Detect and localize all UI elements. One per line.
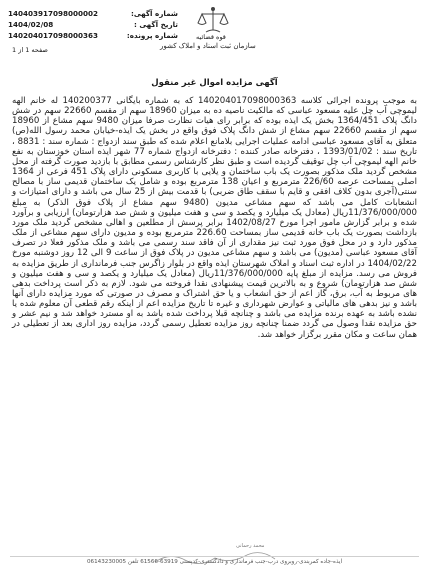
meta-label: تاریخ آگهی : — [134, 20, 178, 29]
org-name-registry: سازمان ثبت اسناد و املاک کشور — [160, 42, 256, 50]
meta-value: 1404/02/08 — [8, 20, 54, 29]
signature-name: محمد رحمانی — [236, 543, 265, 549]
org-name-judiciary: قوه قضائیه — [196, 33, 226, 41]
notice-body: به موجب پرونده اجرائی کلاسه 140204017098000363 که به شماره بایگانی 140200377 له خانم الهه لیموچی آب چل علیه مسعود عباسی که مالکیت ناصیه ده به میزان 18960 سهم از مقسم 22660 سهم در شش دانگ پلاک 1364/451 بخش یک ایذه بوده که برابر رای هیات نظارت صرفا میزان 9480 سهم مشاع از 18960 سهم از مقسم 22660 سهم مشاع از شش دانگ پلاک فوق واقع در بخش یک ایذه-خیابان محمد رسول الله(ص) متعلق به آقای مسعود عباسی ادامه عملیات اجرایی بلامانع اعلام شده که طبق سند ازدواج : شماره سند : 8831 ، تاریخ سند : 1393/01/02 ، دفترخانه صادر کننده : دفترخانه ازدواج شماره 77 شهر ایذه استان خوزستان به نفع خانم الهه لیموچی آب چل توقیف گردیده است و طبق نظر کارشناس رسمی مطابق با بازدید صورت گرفته از محل مشخص گردید ملک مذکور بصورت یک باب ساختمان و یلایی با کاربری مسکونی دارای پلاک 451 فرعی از 1364 اصلی بمساحت عرصه 226/60 مترمربع و اعیان 138 مترمربع بوده و شامل یک ساختمان قدیمی ساز با مصالح سنتی(آجری بدون کلاف افقی و قایم با سقف طاق ضربی) با قدمت بیش از 25 سال می باشد و دارای امتیازات و انشعابات کامل می باشد که سهم مشاعی مدیون (9480 سهم مشاع از پلاک فوق الذکر) به مبلغ 11/376/000/000ریال (معادل یک میلیارد و یکصد و سی و هفت میلیون و شش صد هزارتومان) ارزیابی و برآورد شده و برابر گزارش مامور اجرا مورخ 1402/08/27 برابر پرسش از مطلعین و اهالی مشخص گردید ملک مورد بازداشت بصورت یک باب خانه قدیمی ساز بمساحت 226.60 مترمربع بوده و مدیون دارای سهم مشاعی از ملک مذکور دارد و در محل فوق مورد ثبت نیز مقداری از آن فاقد سند رسمی می باشد و ملک مذکور فعلا در تصرف آقای مسعود عباسی (مدیون) می باشد و سهم مشاعی مدیون در پلاک فوق از ساعت 9 الی 12 روز دوشنبه مورخ 1404/02/22 در اداره ثبت اسناد و املاک شهرستان ایذه واقع در بلوار زاگرس جنب فرمانداری از طریق مزایده به فروش می رسد. مزایده از مبلغ پایه 11/376/000/000ریال (معادل یک میلیارد و یکصد و سی و هفت میلیون و شش صد هزارتومان) شروع و به بالاترین قیمت پیشنهادی نقدا فروخته می شود. لازم به ذکر است پرداخت بدهی های مربوط به آب، برق، گاز اعم از حق انشعاب و یا حق اشتراک و مصرف در صورتی که مورد مزایده دارای آنها باشد و نیز بدهی های مالیاتی و عوارض شهرداری و غیره تا تاریخ مزایده اعم از اینکه رقم قطعی آن معلوم شده یا نشده باشد به عهده برنده مزایده می باشد و چنانچه قبلا پرداخت شده باشد به او مسترد خواهد شد و نیم عشر و حق مزایده نقدا وصول می گردد ضمنا چنانچه روز مزایده تعطیل رسمی گردد، مزایده روز اداری بعد از تعطیلی در همان ساعت و مکان مقرر برگزار خواهد شد. — [12, 96, 418, 340]
judiciary-emblem-icon — [196, 6, 230, 36]
notice-meta — [8, 8, 178, 41]
meta-value: 140403917098000002 — [8, 9, 99, 18]
notice-title: آگهی مزایده اموال غیر منقول — [151, 78, 278, 88]
meta-value: 140204017098000363 — [8, 31, 99, 40]
footer-divider — [10, 556, 419, 557]
meta-row-notice-number — [8, 8, 178, 19]
meta-row-notice-date — [8, 19, 178, 30]
meta-label: شماره پرونده: — [126, 31, 178, 40]
page-number: صفحه 1 از 1 — [12, 46, 48, 54]
footer-address: ایذه-جاده کمربندی-روبروی درب-جنب فرمانداری و دادگستری-کدپستی 63919-61566 تلفن 06143230005 — [86, 559, 343, 565]
meta-label: شماره آگهی: — [130, 9, 178, 18]
meta-row-case-number — [8, 30, 178, 41]
